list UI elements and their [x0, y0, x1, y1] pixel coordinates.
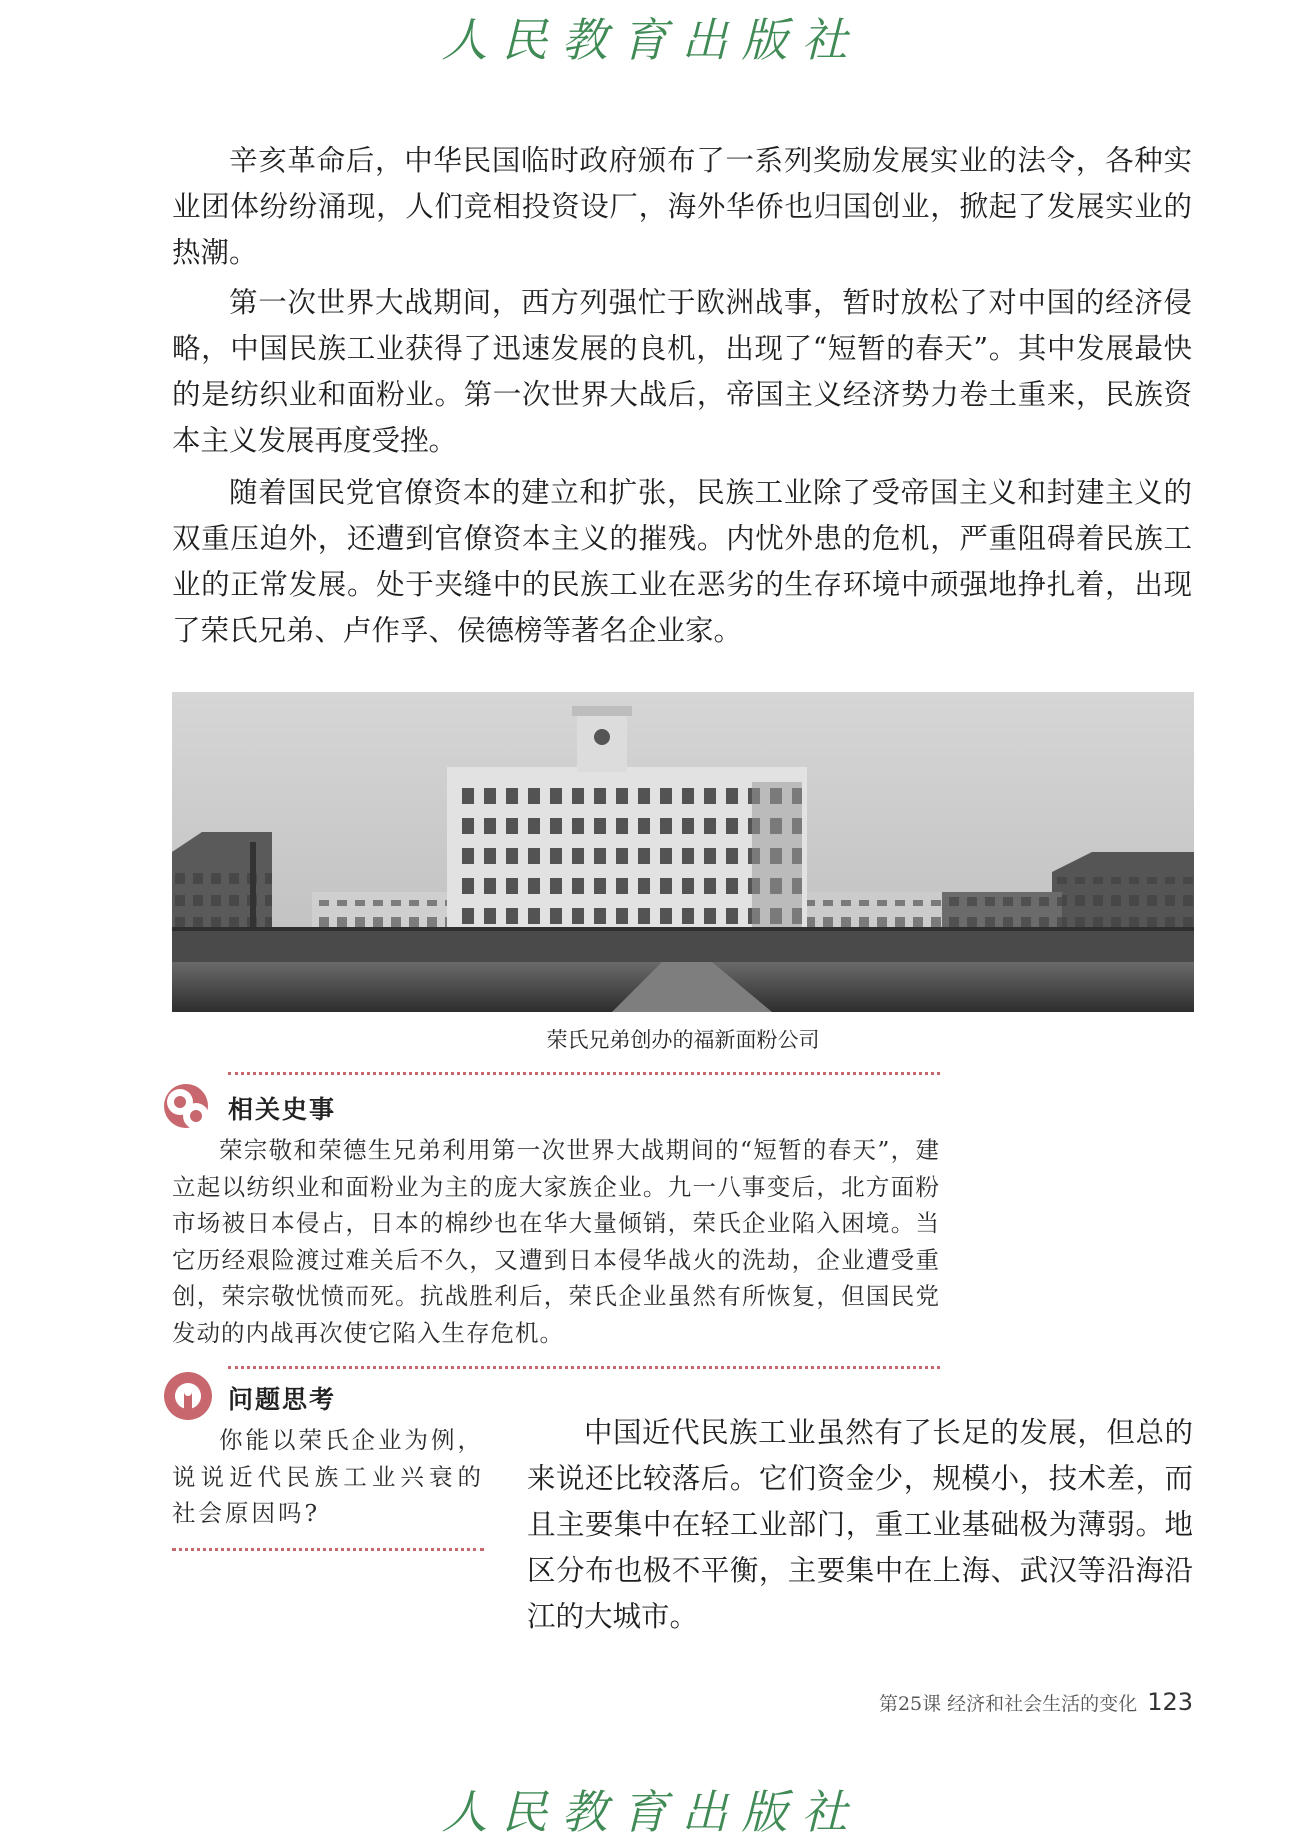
question-paragraph: 你能以荣氏企业为例，说说近代民族工业兴衰的社会原因吗?	[172, 1426, 484, 1527]
paragraph-text: 第一次世界大战期间，西方列强忙于欧洲战事，暂时放松了对中国的经济侵略，中国民族工业获得了迅速发展的良机，出现了“短暂的春天”。其中发展最快的是纺织业和面粉业。第一次世界大战后，帝国主义经济势力卷土重来，民族资本主义发展再度受挫。	[172, 286, 1192, 457]
paragraph-text: 辛亥革命后，中华民国临时政府颁布了一系列奖励发展实业的法令，各种实业团体纷纷涌现，人们竞相投资设厂，海外华侨也归国创业，掀起了发展实业的热潮。	[172, 144, 1192, 269]
page-footer	[700, 1688, 1193, 1716]
photo-caption: 荣氏兄弟创办的福新面粉公司	[546, 1028, 820, 1052]
paragraph-2	[172, 280, 1192, 464]
closing-paragraph	[527, 1410, 1193, 1640]
question-text	[172, 1422, 484, 1532]
paragraph-text: 随着国民党官僚资本的建立和扩张，民族工业除了受帝国主义和封建主义的双重压迫外，还遭到官僚资本主义的摧残。内忧外患的危机，严重阻碍着民族工业的正常发展。处于夹缝中的民族工业在恶劣的生存环境中顽强地挣扎着，出现了荣氏兄弟、卢作孚、侯德榜等著名企业家。	[172, 476, 1192, 647]
divider-middle	[228, 1366, 940, 1369]
paragraph-1	[172, 138, 1192, 276]
divider-question-bottom	[172, 1548, 484, 1551]
publisher-logo-bottom: 人民教育出版社	[441, 1785, 862, 1839]
paragraph-text: 中国近代民族工业虽然有了长足的发展，但总的来说还比较落后。它们资金少，规模小，技术差，而且主要集中在轻工业部门，重工业基础极为薄弱。地区分布也极不平衡，主要集中在上海、武汉等沿海沿江的大城市。	[527, 1416, 1193, 1633]
page-number: 123	[1147, 1688, 1193, 1716]
paragraph-3	[172, 470, 1192, 654]
divider-top	[228, 1072, 940, 1075]
lesson-title: 第25课 经济和社会生活的变化	[878, 1693, 1138, 1715]
related-history-title: 相关史事	[228, 1095, 337, 1124]
question-title: 问题思考	[228, 1385, 337, 1414]
factory-building-illustration	[172, 692, 1194, 1012]
related-history-text	[172, 1132, 940, 1351]
related-history-paragraph: 荣宗敬和荣德生兄弟利用第一次世界大战期间的“短暂的春天”，建立起以纺织业和面粉业为主的庞大家族企业。九一八事变后，北方面粉市场被日本侵占，日本的棉纱也在华大量倾销，荣氏企业陷入困境。当它历经艰险渡过难关后不久，又遭到日本侵华战火的洗劫，企业遭受重创，荣宗敬忧愤而死。抗战胜利后，荣氏企业虽然有所恢复，但国民党发动的内战再次使它陷入生存危机。	[172, 1136, 940, 1347]
publisher-logo-top: 人民教育出版社	[441, 13, 862, 67]
factory-photo	[172, 692, 1194, 1012]
